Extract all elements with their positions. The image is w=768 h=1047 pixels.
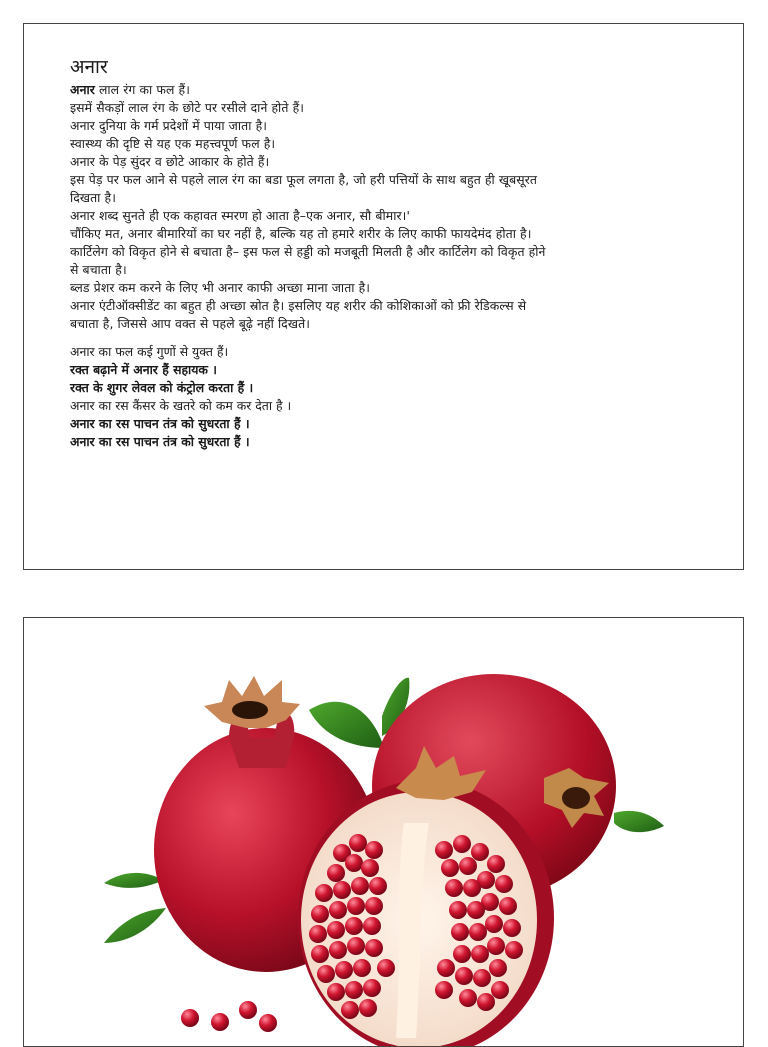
text-line: रक्त बढ़ाने में अनार हैं सहायक । xyxy=(70,362,217,377)
text-line xyxy=(70,81,697,99)
leaf-shape xyxy=(309,702,384,748)
text-line: दिखता है। xyxy=(70,190,117,205)
line-text: लाल रंग का फल हैं। xyxy=(94,82,191,97)
leaf-shape xyxy=(614,811,664,832)
text-line: अनार के पेड़ सुंदर व छोटे आकार के होते हैं। xyxy=(70,154,270,169)
paragraph-1 xyxy=(70,81,697,333)
text-line: इस पेड़ पर फल आने से पहले लाल रंग का बडा फूल लगता है, जो हरी पत्तियों के साथ बहुत ही खूबसूरत xyxy=(70,172,538,187)
document-title: अनार xyxy=(70,56,108,78)
pomegranate-photo xyxy=(24,618,744,1047)
text-line: अनार का रस पाचन तंत्र को सुधरता हैं । xyxy=(70,434,250,449)
text-line: ब्लड प्रेशर कम करने के लिए भी अनार काफी अच्छा माना जाता है। xyxy=(70,280,371,295)
leaf-shape xyxy=(104,908,166,943)
text-line: अनार का रस कैंसर के खतरे को कम कर देता है । xyxy=(70,398,292,413)
text-line: अनार शब्द सुनते ही एक कहावत स्मरण हो आता है–एक अनार, सौ बीमार।' xyxy=(70,208,410,223)
text-line: कार्टिलेग को विकृत होने से बचाता है– इस फल से हड्डी को मजबूती मिलती है और कार्टिलेग को विकृत होने xyxy=(70,244,546,259)
paragraph-2 xyxy=(70,343,697,451)
text-line: से बचाता है। xyxy=(70,262,127,277)
document-page-1 xyxy=(23,23,744,570)
text-line: इसमें सैकड़ों लाल रंग के छोटे पर रसीले दाने होते हैं। xyxy=(70,100,305,115)
document-page-2 xyxy=(23,617,744,1047)
text-line: अनार का रस पाचन तंत्र को सुधरता हैं । xyxy=(70,416,250,431)
text-line: रक्त के शुगर लेवल को कंट्रोल करता हैं । xyxy=(70,380,254,395)
leaf-shape xyxy=(104,873,164,888)
text-line: स्वास्थ्य की दृष्टि से यह एक महत्त्वपूर्ण फल है। xyxy=(70,136,276,151)
text-line: अनार एंटीऑक्सीडेंट का बहुत ही अच्छा स्रोत है। इसलिए यह शरीर की कोशिकाओं को फ्री रेडिकल्स से xyxy=(70,298,527,313)
text-line: अनार का फल कई गुणों से युक्त हैं। xyxy=(70,344,229,359)
text-line: बचाता है, जिससे आप वक्त से पहले बूढ़े नहीं दिखते। xyxy=(70,316,311,331)
bold-lead: अनार xyxy=(70,82,95,97)
text-line: अनार दुनिया के गर्म प्रदेशों में पाया जाता है। xyxy=(70,118,268,133)
text-line: चौंकिए मत, अनार बीमारियों का घर नहीं है, बल्कि यह तो हमारे शरीर के लिए काफी फायदेमंद होता है। xyxy=(70,226,532,241)
